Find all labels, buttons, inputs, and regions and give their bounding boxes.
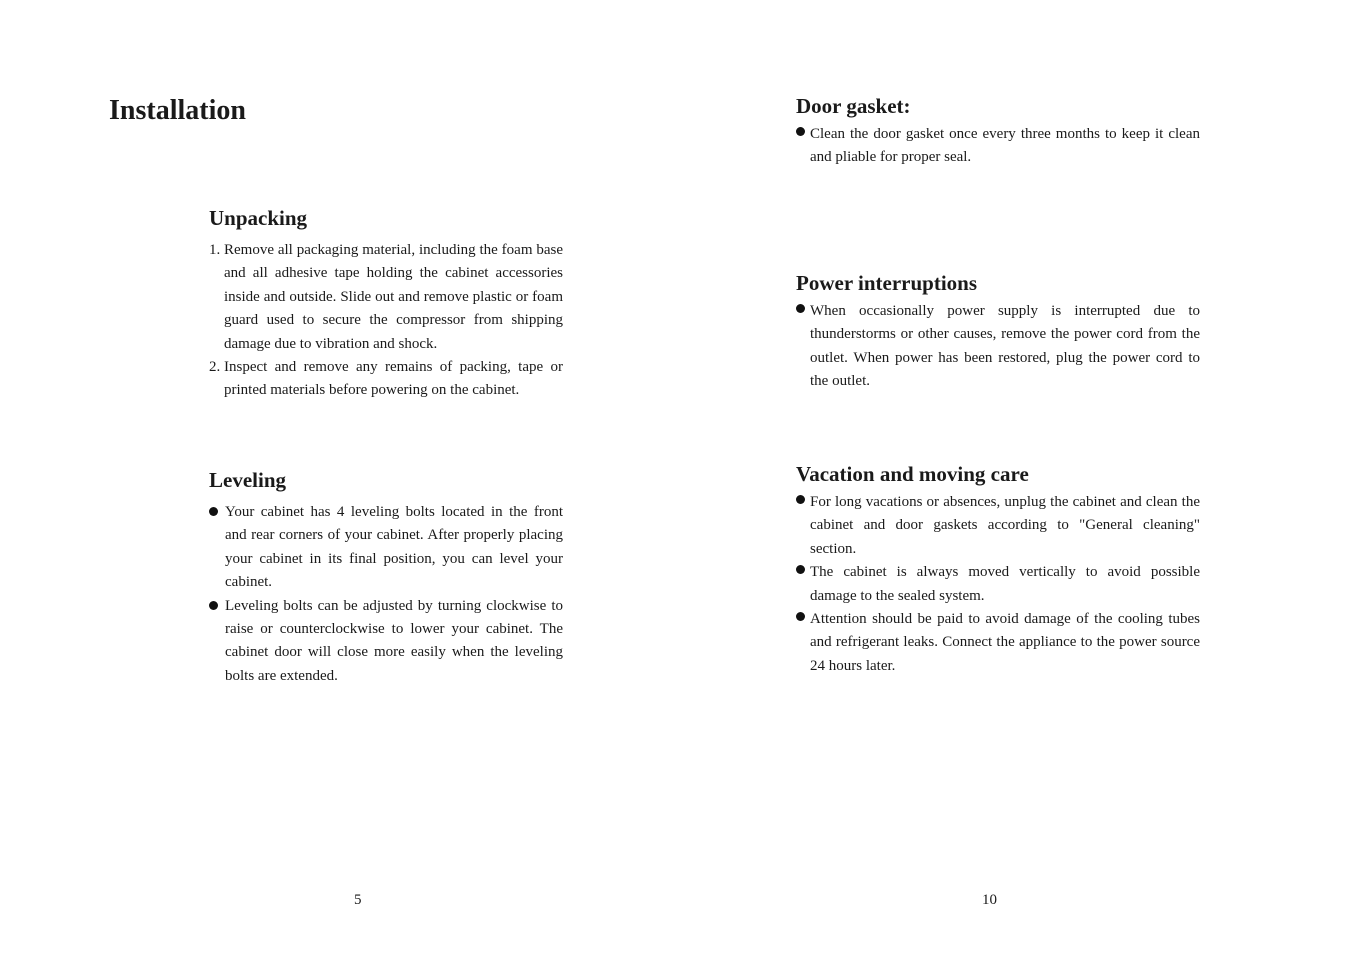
page-title: Installation bbox=[109, 95, 246, 126]
power-interruptions-section bbox=[796, 270, 1200, 394]
bullet-icon bbox=[209, 601, 218, 610]
door-gasket-section bbox=[796, 93, 1200, 170]
bullet-icon bbox=[796, 304, 805, 313]
vacation-section bbox=[796, 461, 1200, 678]
vacation-heading: Vacation and moving care bbox=[796, 462, 1029, 486]
leveling-heading: Leveling bbox=[209, 468, 286, 492]
bullet-icon bbox=[796, 495, 805, 504]
list-item-text: When occasionally power supply is interrupted due to thunderstorms or other causes, remove the power cord from the outlet. When power has been restored, plug the power cord to the outlet. bbox=[810, 303, 1200, 390]
list-item bbox=[796, 561, 1200, 608]
bullet-icon bbox=[796, 612, 805, 621]
list-item bbox=[796, 123, 1200, 170]
list-item bbox=[209, 356, 563, 403]
list-item bbox=[209, 239, 563, 356]
list-number: 2. bbox=[209, 359, 221, 376]
unpacking-section bbox=[209, 205, 563, 403]
power-interruptions-list bbox=[796, 300, 1200, 394]
page-number: 5 bbox=[354, 892, 362, 908]
list-item-text: For long vacations or absences, unplug the cabinet and clean the cabinet and door gaskets according to "General cleaning" section. bbox=[810, 494, 1200, 557]
list-item-text: The cabinet is always moved vertically to avoid possible damage to the sealed system. bbox=[810, 564, 1200, 604]
list-item-text: Your cabinet has 4 leveling bolts located in the front and rear corners of your cabinet. After properly placing your cabinet in its final position, you can level your cabinet. bbox=[225, 504, 563, 591]
door-gasket-heading: Door gasket: bbox=[796, 94, 911, 118]
page-number: 10 bbox=[982, 892, 997, 908]
bullet-icon bbox=[796, 565, 805, 574]
right-page bbox=[675, 0, 1350, 954]
list-item bbox=[796, 608, 1200, 678]
list-item-text: Inspect and remove any remains of packing, tape or printed materials before powering on the cabinet. bbox=[224, 359, 563, 399]
list-item-text: Remove all packaging material, including the foam base and all adhesive tape holding the cabinet accessories inside and outside. Slide out and remove plastic or foam guard used to secure the compressor from shipping damage due to vibration and shock. bbox=[224, 242, 563, 352]
unpacking-list bbox=[209, 239, 563, 403]
unpacking-heading: Unpacking bbox=[209, 206, 308, 230]
list-item-text: Attention should be paid to avoid damage of the cooling tubes and refrigerant leaks. Connect the appliance to the power source 24 hours later. bbox=[810, 611, 1200, 674]
vacation-list bbox=[796, 491, 1200, 678]
list-item-text: Leveling bolts can be adjusted by turning clockwise to raise or counterclockwise to lower your cabinet. The cabinet door will close more easily when the leveling bolts are extended. bbox=[225, 597, 563, 684]
bullet-icon bbox=[796, 127, 805, 136]
list-item bbox=[796, 491, 1200, 561]
list-item-text: Clean the door gasket once every three months to keep it clean and pliable for proper seal. bbox=[810, 126, 1200, 166]
leveling-section bbox=[209, 467, 563, 688]
leveling-list bbox=[209, 501, 563, 688]
power-interruptions-heading: Power interruptions bbox=[796, 271, 978, 295]
door-gasket-list bbox=[796, 123, 1200, 170]
list-item bbox=[209, 595, 563, 689]
list-item bbox=[796, 300, 1200, 394]
list-number: 1. bbox=[209, 242, 221, 258]
list-item bbox=[209, 501, 563, 595]
bullet-icon bbox=[209, 507, 218, 516]
